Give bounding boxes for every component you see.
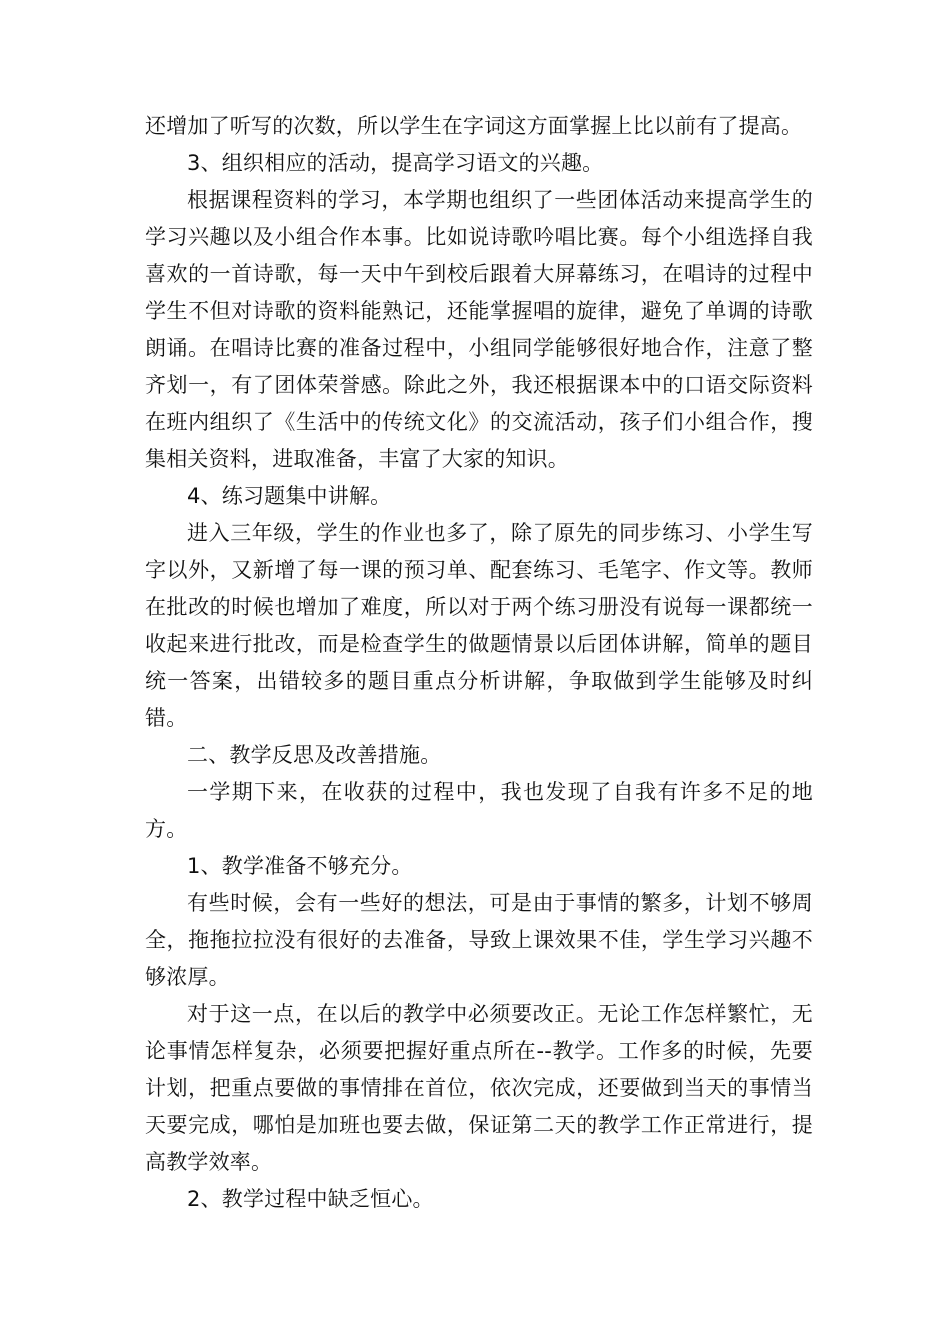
paragraph-reflection-intro: 一学期下来，在收获的过程中，我也发现了自我有许多不足的地方。 (145, 780, 813, 841)
document-body (145, 108, 813, 1218)
paragraph-continuation: 还增加了听写的次数，所以学生在字词这方面掌握上比以前有了提高。 (145, 114, 803, 138)
section-heading-activities: 3、组织相应的活动，提高学习语文的兴趣。 (187, 151, 604, 175)
section-heading-perseverance: 2、教学过程中缺乏恒心。 (187, 1187, 434, 1211)
paragraph-improvement: 对于这一点，在以后的教学中必须要改正。无论工作怎样繁忙，无论事情怎样复杂，必须要把握好重点所在--教学。工作多的时候，先要计划，把重点要做的事情排在首位，依次完成，还要做到当天的事情当天要完成，哪怕是加班也要去做，保证第二天的教学工作正常进行，提高教学效率。 (145, 1002, 813, 1174)
section-heading-exercises: 4、练习题集中讲解。 (187, 484, 392, 508)
section-heading-preparation: 1、教学准备不够充分。 (187, 854, 413, 878)
paragraph-activities: 根据课程资料的学习，本学期也组织了一些团体活动来提高学生的学习兴趣以及小组合作本事。比如说诗歌吟唱比赛。每个小组选择自我喜欢的一首诗歌，每一天中午到校后跟着大屏幕练习，在唱诗的过程中学生不但对诗歌的资料能熟记，还能掌握唱的旋律，避免了单调的诗歌朗诵。在唱诗比赛的准备过程中，小组同学能够很好地合作，注意了整齐划一，有了团体荣誉感。除此之外，我还根据课本中的口语交际资料在班内组织了《生活中的传统文化》的交流活动，孩子们小组合作，搜集相关资料，进取准备，丰富了大家的知识。 (145, 188, 813, 471)
paragraph-preparation: 有些时候，会有一些好的想法，可是由于事情的繁多，计划不够周全，拖拖拉拉没有很好的去准备，导致上课效果不佳，学生学习兴趣不够浓厚。 (145, 891, 813, 989)
paragraph-exercises: 进入三年级，学生的作业也多了，除了原先的同步练习、小学生写字以外，又新增了每一课的预习单、配套练习、毛笔字、作文等。教师在批改的时候也增加了难度，所以对于两个练习册没有说每一课都统一收起来进行批改，而是检查学生的做题情景以后团体讲解，简单的题目统一答案，出错较多的题目重点分析讲解，争取做到学生能够及时纠错。 (145, 521, 813, 730)
section-heading-reflection: 二、教学反思及改善措施。 (187, 743, 442, 767)
